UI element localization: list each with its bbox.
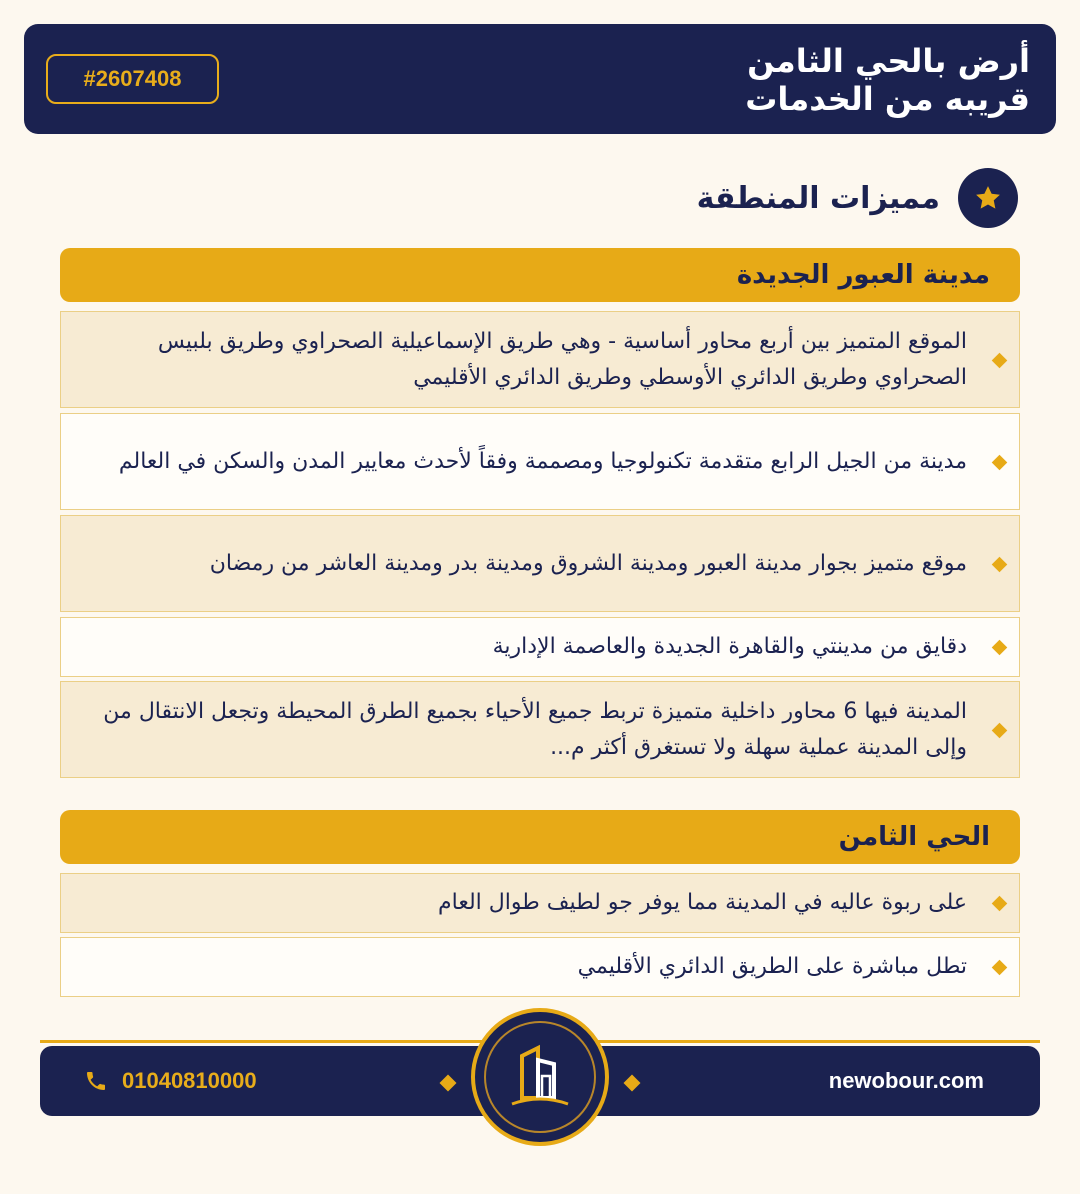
diamond-bullet-icon [992,556,1008,572]
star-icon [958,168,1018,228]
list-item-text: الموقع المتميز بين أربع محاور أساسية - وهي طريق الإسماعيلية الصحراوي وطريق بلبيس الصحراوي وطريق الدائري الأوسطي وطريق الدائري الأقليمي [157,328,967,390]
diamond-bullet-icon [992,960,1008,976]
list-item-text: على ربوة عاليه في المدينة مما يوفر جو لطيف طوال العام [438,890,967,915]
phone-icon [84,1069,108,1093]
list-item [60,311,1020,408]
list-item-text: دقايق من مدينتي والقاهرة الجديدة والعاصمة الإدارية [492,634,967,659]
title-line-2: قريبه من الخدمات [745,80,1030,118]
website-link[interactable]: newobour.com [828,1068,984,1093]
header-banner [24,24,1056,134]
list-item [60,873,1020,933]
listing-title [330,42,1030,118]
diamond-bullet-icon [992,896,1008,912]
phone-link[interactable] [84,1046,257,1116]
diamond-decoration-icon [624,1075,641,1092]
list-item [60,515,1020,612]
phone-number: 01040810000 [122,1068,257,1093]
list-item [60,937,1020,997]
diamond-bullet-icon [992,640,1008,656]
list-item-text: المدينة فيها 6 محاور داخلية متميزة تربط جميع الأحياء بجميع الطرق المحيطة وتجعل الانتقال من وإلى المدينة عملية سهلة ولا تستغرق أكثر م... [103,698,967,760]
group-title-eighth-district: الحي الثامن [60,810,1020,864]
group-title-obour: مدينة العبور الجديدة [60,248,1020,302]
list-item [60,681,1020,778]
diamond-bullet-icon [992,454,1008,470]
list-item-text: موقع متميز بجوار مدينة العبور ومدينة الشروق ومدينة بدر ومدينة العاشر من رمضان [209,550,967,576]
section-title: مميزات المنطقة [696,180,940,216]
list-item [60,617,1020,677]
diamond-decoration-icon [440,1075,457,1092]
building-logo-icon [484,1021,596,1133]
list-item [60,413,1020,510]
list-item-text: مدينة من الجيل الرابع متقدمة تكنولوجيا ومصممة وفقاً لأحدث معايير المدن والسكن في العالم [118,448,967,474]
title-line-1: أرض بالحي الثامن [747,42,1030,80]
diamond-bullet-icon [992,722,1008,738]
brand-logo [471,1008,609,1146]
section-heading [697,166,1018,230]
list-item-text: تطل مباشرة على الطريق الدائري الأقليمي [577,954,967,979]
diamond-bullet-icon [992,352,1008,368]
listing-code-badge: #2607408 [46,54,219,104]
